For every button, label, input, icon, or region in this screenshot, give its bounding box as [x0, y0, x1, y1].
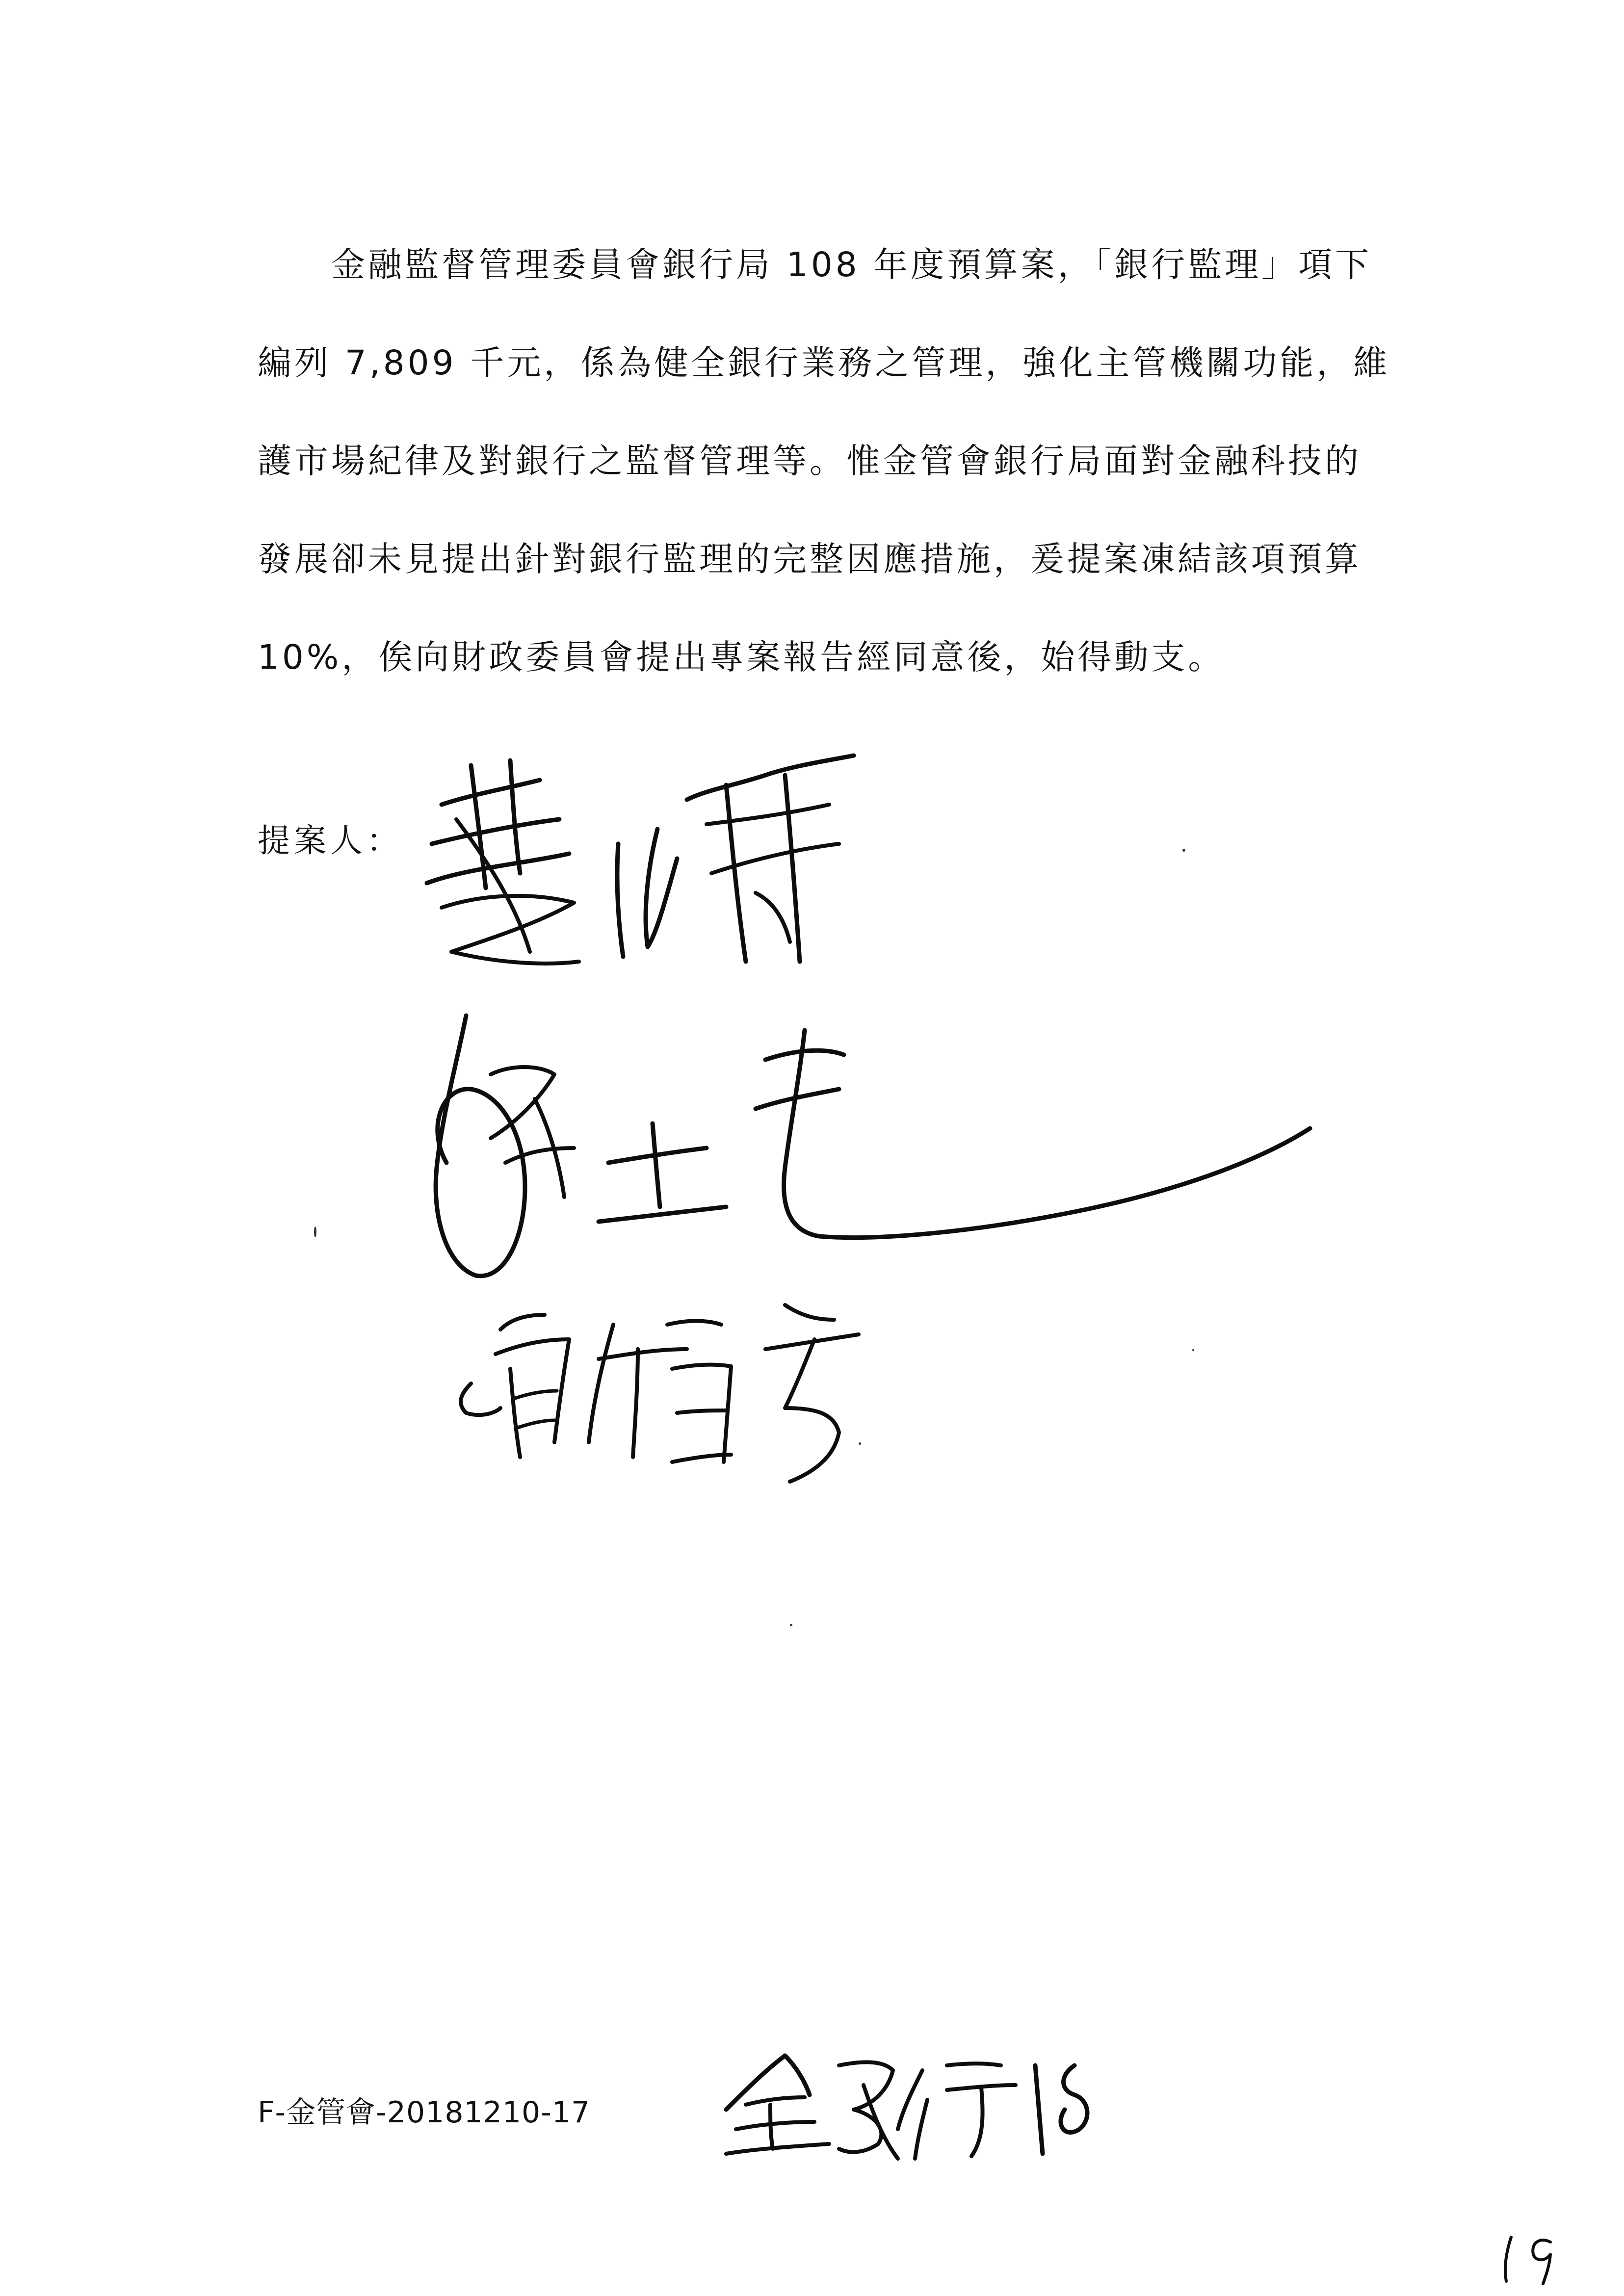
signature-3 [442, 1285, 898, 1491]
page-number [1496, 2227, 1565, 2286]
handwritten-stamp [716, 2036, 1094, 2168]
scan-speck [859, 1442, 861, 1445]
paragraph-line-5: 10%，俟向財政委員會提出專案報告經同意後，始得動支。 [258, 638, 1225, 677]
proposal-paragraph [258, 216, 1391, 706]
paragraph-line-4: 發展卻未見提出針對銀行監理的完整因應措施，爰提案凍結該項預算 [258, 540, 1362, 579]
document-id: F-金管會-20181210-17 [258, 2095, 591, 2130]
scan-speck [314, 1226, 316, 1237]
scan-speck [1192, 1349, 1194, 1351]
paragraph-line-2: 編列 7,809 千元，係為健全銀行業務之管理，強化主管機關功能，維 [258, 343, 1390, 383]
signature-2 [412, 1001, 1330, 1285]
scan-speck [790, 1624, 792, 1626]
paragraph-line-1: 金融監督管理委員會銀行局 108 年度預算案，「銀行監理」項下 [331, 245, 1372, 285]
signature-1 [412, 746, 937, 1001]
scan-speck [1182, 849, 1185, 852]
paragraph-line-3: 護市場紀律及對銀行之監督管理等。惟金管會銀行局面對金融科技的 [258, 442, 1362, 481]
proposer-label: 提案人： [258, 822, 403, 860]
